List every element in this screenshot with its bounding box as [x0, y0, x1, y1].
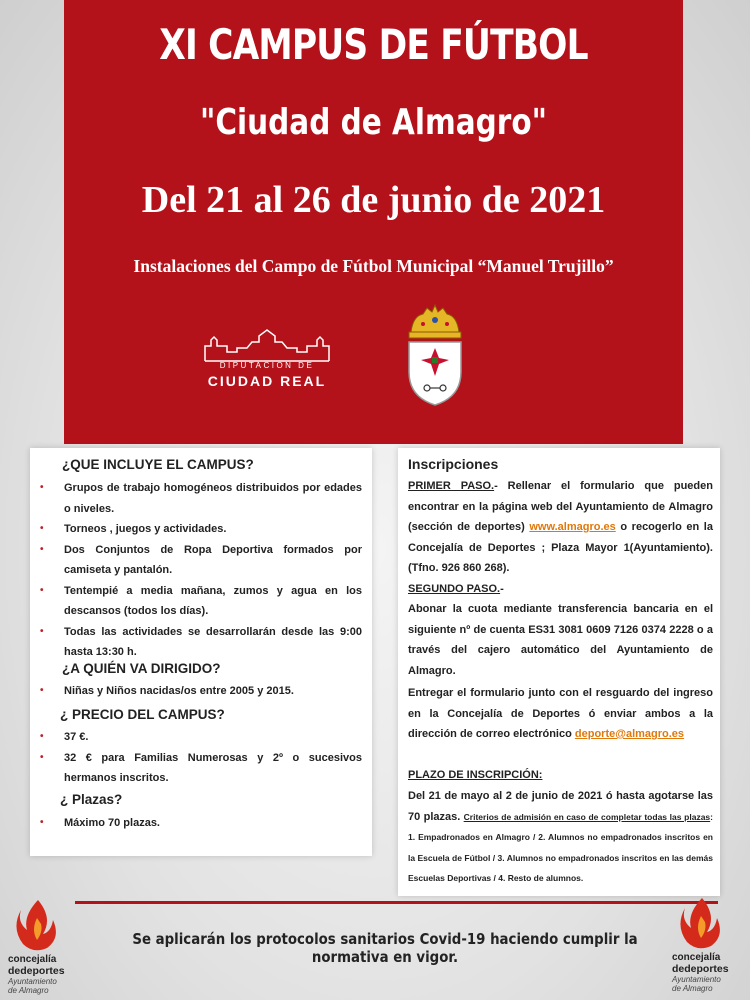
covid-notice: Se aplicarán los protocolos sanitarios Covid-19 haciendo cumplir la normativa en vigor. — [132, 930, 638, 966]
bullet-icon: • — [40, 751, 44, 763]
page-subtitle: "Ciudad de Almagro" — [199, 102, 548, 143]
footer-divider — [75, 901, 718, 904]
flame-icon — [677, 896, 727, 952]
includes-list — [38, 478, 362, 663]
list-item: • Tentempié a media mañana, zumos y agua en los descansos (todos los días). — [38, 581, 362, 622]
list-item: • 37 €. — [38, 727, 362, 748]
price-list — [38, 727, 362, 789]
criteria-label: Criterios de admisión en caso de completar todas las plazas — [463, 811, 711, 822]
almagro-coat-of-arms-icon — [405, 302, 465, 407]
bullet-icon: • — [40, 731, 44, 742]
price-heading: ¿ PRECIO DEL CAMPUS? — [60, 707, 225, 722]
event-dates: Del 21 al 26 de junio de 2021 — [141, 179, 606, 221]
step2-paragraph: Abonar la cuota mediante transferencia bancaria en el siguiente nº de cuenta ES31 3081 0609 7126 0374 2228 o a través del cajero automático del Ayuntamiento de Almagro. — [408, 603, 713, 677]
registration-panel — [398, 448, 720, 896]
bullet-icon: • — [40, 817, 44, 828]
diputacion-line1: DIPUTACION DE — [219, 361, 315, 370]
diputacion-line2: CIUDAD REAL — [207, 373, 327, 389]
bullet-icon: • — [40, 523, 44, 534]
concejalia-logo-right: concejalía dedeportes Ayuntamiento de Almagro — [672, 896, 742, 996]
page-title: XI CAMPUS DE FÚTBOL — [159, 20, 588, 69]
bullet-icon: • — [40, 543, 44, 555]
places-list — [38, 813, 362, 834]
registration-heading: Inscripciones — [408, 456, 499, 472]
concejalia-logo-left: concejalía dedeportes Ayuntamiento de Almagro — [8, 898, 78, 998]
step3-paragraph: Entregar el formulario junto con el resguardo del ingreso en la Concejalía de Deportes ó enviar ambos a la dirección de correo electrónico deporte@almagro.es — [408, 687, 713, 740]
email-link[interactable]: deporte@almagro.es — [574, 728, 685, 740]
includes-heading: ¿QUE INCLUYE EL CAMPUS? — [62, 457, 254, 472]
deadline-paragraph: Del 21 de mayo al 2 de junio de 2021 ó hasta agotarse las 70 plazas. Criterios de admisión en caso de completar todas las plazas: 1. Empadronados en Almagro / 2. Alumnos no empadronados inscritos en la Escuela de Fútbol / 3. Alumnos no empadronados inscritos en las demás Escuelas Deportivas / 4. Resto de alumnos. — [408, 790, 713, 883]
diputacion-building-icon — [197, 328, 337, 362]
list-item: • Máximo 70 plazas. — [38, 813, 362, 834]
step2-label: SEGUNDO PASO.- — [408, 583, 504, 595]
list-item: • Grupos de trabajo homogéneos distribuidos por edades o niveles. — [38, 478, 362, 519]
step1-paragraph: PRIMER PASO.- Rellenar el formulario que pueden encontrar en la página web del Ayuntamiento de Almagro (sección de deportes) www.almagro.es o recogerlo en la Concejalía de Deportes ; Plaza Mayor 1(Ayuntamiento). (Tfno. 926 860 268). — [408, 480, 713, 574]
list-item: • Niñas y Niños nacidas/os entre 2005 y 2015. — [38, 681, 362, 702]
bullet-icon: • — [40, 685, 44, 696]
website-link[interactable]: www.almagro.es — [529, 521, 616, 533]
list-item: • Dos Conjuntos de Ropa Deportiva formados por camiseta y pantalón. — [38, 540, 362, 581]
list-item: • 32 € para Familias Numerosas y 2º o sucesivos hermanos inscritos. — [38, 748, 362, 789]
target-list — [38, 681, 362, 702]
list-item: • Torneos , juegos y actividades. — [38, 519, 362, 540]
bullet-icon: • — [40, 482, 44, 493]
bullet-icon: • — [40, 584, 44, 596]
bullet-icon: • — [40, 625, 44, 637]
diputacion-logo — [197, 328, 337, 396]
campus-info-panel — [30, 448, 372, 856]
deadline-label: PLAZO DE INSCRIPCIÓN: — [408, 769, 543, 781]
target-heading: ¿A QUIÉN VA DIRIGIDO? — [62, 661, 221, 676]
places-heading: ¿ Plazas? — [60, 792, 123, 807]
criteria-text: : 1. Empadronados en Almagro / 2. Alumnos no empadronados inscritos en la Escuela de Fútbol / 3. Alumnos no empadronados inscritos en las demás Escuelas Deportivas / 4. Resto de alumnos. — [408, 811, 713, 883]
flame-icon — [13, 898, 63, 954]
list-item: • Todas las actividades se desarrollarán desde las 9:00 hasta 13:30 h. — [38, 622, 362, 663]
event-venue: Instalaciones del Campo de Fútbol Municipal “Manuel Trujillo” — [133, 256, 614, 276]
